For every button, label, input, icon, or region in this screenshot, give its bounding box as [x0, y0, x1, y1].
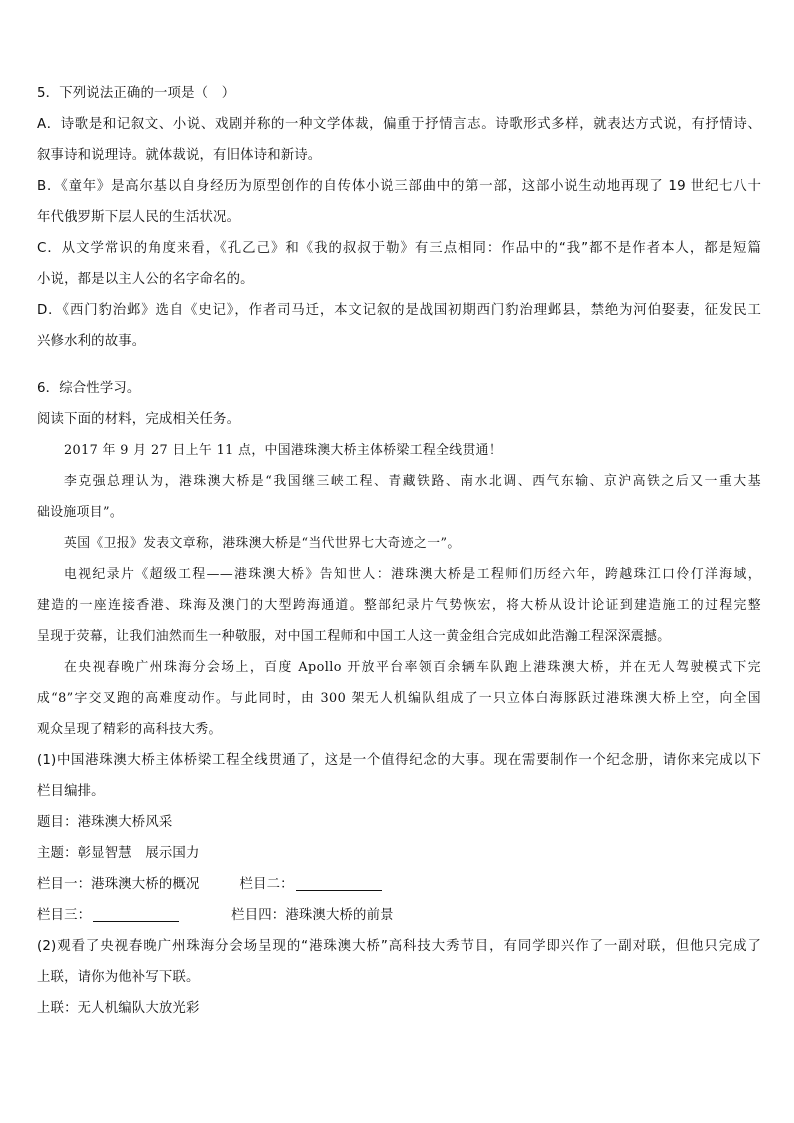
option-c-line-2: 小说，都是以主人公的名字命名的。 — [37, 272, 254, 287]
column-row-2 — [37, 900, 761, 931]
passage-paragraph-3: 英国《卫报》发表文章称，港珠澳大桥是“当代世界七大奇迹之一”。 — [64, 536, 461, 551]
column-row-1 — [37, 869, 761, 900]
passage-paragraph-4-line-2: 建造的一座连接香港、珠海及澳门的大型跨海通道。整部纪录片气势恢宏，将大桥从设计论证到建造施工的过程完整 — [37, 598, 761, 613]
column-3-answer-blank[interactable] — [93, 905, 179, 922]
passage-paragraph-2-line-2: 础设施项目”。 — [37, 505, 124, 520]
column-2-answer-blank[interactable] — [296, 874, 382, 891]
column-4-label: 栏目四：港珠澳大桥的前景 — [231, 908, 394, 923]
option-c-line-1: C．从文学常识的角度来看，《孔乙己》和《我的叔叔于勒》有三点相同：作品中的“我”都不是作者本人，都是短篇 — [37, 241, 761, 256]
passage-paragraph-5-line-1: 在央视春晚广州珠海分会场上，百度 Apollo 开放平台率领百余辆车队跑上港珠澳大桥，并在无人驾驶模式下完 — [64, 660, 761, 675]
exam-page — [37, 78, 761, 1024]
section-gap — [37, 357, 761, 373]
reading-passage — [37, 435, 761, 745]
question-6-instruction: 阅读下面的材料，完成相关任务。 — [37, 412, 241, 427]
passage-paragraph-5-line-3: 观众呈现了精彩的高科技大秀。 — [37, 722, 222, 737]
option-a-line-1: A．诗歌是和记叙文、小说、戏剧并称的一种文学体裁，偏重于抒情言志。诗歌形式多样，就表达方式说，有抒情诗、 — [37, 117, 761, 132]
question-6-stem: 6．综合性学习。 — [37, 381, 141, 396]
option-d-line-1: D．《西门豹治邺》选自《史记》，作者司马迁，本文记叙的是战国初期西门豹治理邺县，禁绝为河伯娶妻，征发民工 — [37, 303, 761, 318]
task-1-line-1: (1)中国港珠澳大桥主体桥梁工程全线贯通了，这是一个值得纪念的大事。现在需要制作一个纪念册，请你来完成以下 — [37, 753, 761, 768]
passage-paragraph-2-line-1: 李克强总理认为，港珠澳大桥是“我国继三峡工程、青藏铁路、南水北调、西气东输、京沪高铁之后又一重大基 — [64, 474, 761, 489]
upper-couplet: 上联：无人机编队大放光彩 — [37, 1001, 200, 1016]
task-2-line-2: 上联，请你为他补写下联。 — [37, 970, 200, 985]
passage-paragraph-4-line-1: 电视纪录片《超级工程——港珠澳大桥》告知世人：港珠澳大桥是工程师们历经六年，跨越珠江口伶仃洋海域， — [64, 567, 761, 582]
passage-paragraph-5-line-2: 成“8”字交叉跑的高难度动作。与此同时，由 300 架无人机编队组成了一只立体白海豚跃过港珠澳大桥上空，向全国 — [37, 691, 761, 706]
passage-paragraph-4-line-3: 呈现于荧幕，让我们油然而生一种敬服，对中国工程师和中国工人这一黄金组合完成如此浩瀚工程深深震撼。 — [37, 629, 671, 644]
option-a-line-2: 叙事诗和说理诗。就体裁说，有旧体诗和新诗。 — [37, 148, 322, 163]
column-2-label: 栏目二： — [239, 877, 294, 892]
album-theme: 主题：彰显智慧 展示国力 — [37, 846, 200, 861]
column-3-label: 栏目三： — [37, 908, 92, 923]
column-1-label: 栏目一：港珠澳大桥的概况 — [37, 877, 200, 892]
album-title: 题目：港珠澳大桥风采 — [37, 815, 173, 830]
question-5-stem: 5．下列说法正确的一项是（ ） — [37, 86, 236, 101]
task-1-line-2: 栏目编排。 — [37, 784, 105, 799]
option-b-line-1: B．《童年》是高尔基以自身经历为原型创作的自传体小说三部曲中的第一部，这部小说生动地再现了 19 世纪七八十 — [37, 179, 761, 194]
passage-paragraph-1: 2017 年 9 月 27 日上午 11 点，中国港珠澳大桥主体桥梁工程全线贯通！ — [64, 443, 503, 458]
option-d-line-2: 兴修水利的故事。 — [37, 334, 146, 349]
task-2-line-1: (2)观看了央视春晚广州珠海分会场呈现的“港珠澳大桥”高科技大秀节目，有同学即兴作了一副对联，但他只完成了 — [37, 939, 761, 954]
option-b-line-2: 年代俄罗斯下层人民的生活状况。 — [37, 210, 241, 225]
